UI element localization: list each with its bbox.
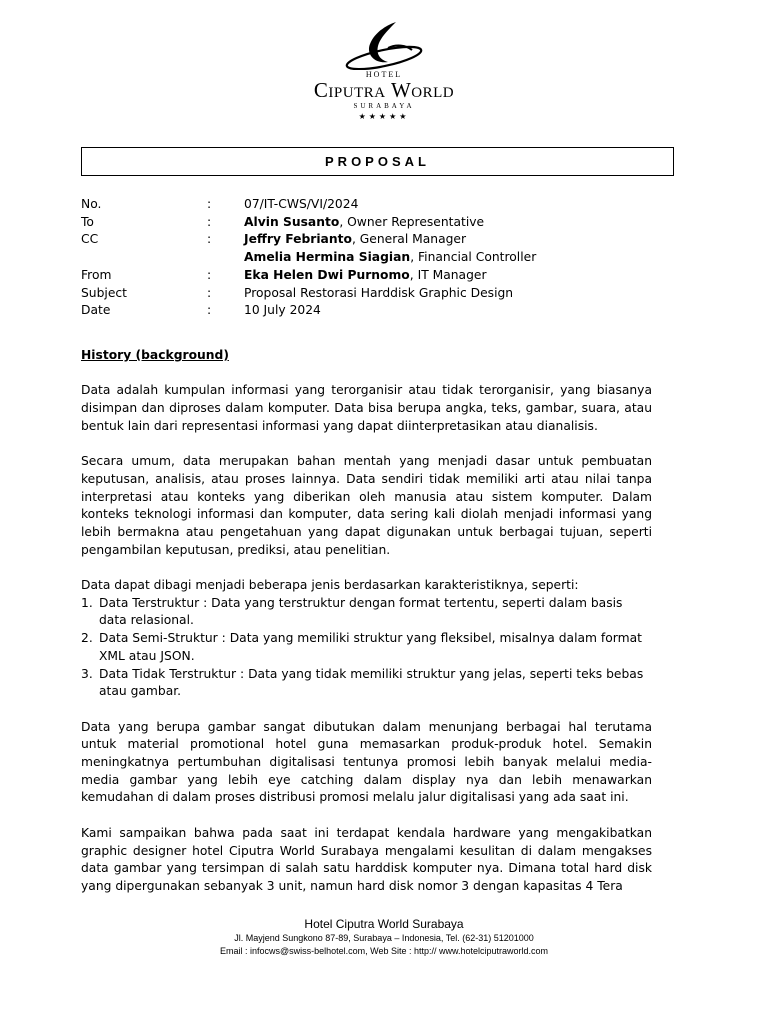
list-item: 2. Data Semi-Struktur : Data yang memiliki struktur yang fleksibel, misalnya dalam format XML atau JSON. [81, 631, 642, 663]
meta-row-from: From : Eka Helen Dwi Purnomo, IT Manager [81, 267, 487, 282]
logo-hotel-name: Ciputra World [313, 78, 455, 102]
logo-city-text: SURABAYA [353, 102, 415, 110]
document-title: PROPOSAL [81, 147, 674, 176]
meta-row-no: No. : 07/IT-CWS/VI/2024 [81, 197, 359, 211]
paragraph-1: Data adalah kumpulan informasi yang terorganisir atau tidak terorganisir, yang biasanya disimpan dan diproses dalam komputer. Data bisa berupa angka, teks, gambar, suara, atau bentuk lain dari representasi informasi yang dapat diinterpretasikan atau dianalisis. [81, 383, 652, 433]
ciputra-world-logo-icon [344, 18, 424, 70]
meta-row-date: Date : 10 July 2024 [81, 303, 321, 318]
list-item: 3. Data Tidak Terstruktur : Data yang tidak memiliki struktur yang jelas, seperti teks bebas atau gambar. [81, 666, 644, 699]
data-types-list [81, 595, 652, 701]
meta-row-cc: CC : Jeffry Febrianto, General Manager [81, 232, 467, 247]
list-item: 1. Data Terstruktur : Data yang terstruktur dengan format tertentu, seperti dalam basis data relasional. [81, 595, 623, 628]
page-footer [0, 916, 768, 958]
meta-row-subject: Subject : Proposal Restorasi Harddisk Graphic Design [81, 285, 514, 300]
footer-address: Jl. Mayjend Sungkono 87-89, Surabaya – Indonesia, Tel. (62-31) 51201000 [234, 933, 534, 943]
logo-hotel-text: HOTEL [365, 70, 403, 79]
footer-hotel-name: Hotel Ciputra World Surabaya [304, 917, 464, 931]
document-body [81, 196, 652, 896]
footer-contact: Email : infocws@swiss-belhotel.com, Web Site : http:// www.hotelciputraworld.com [219, 946, 549, 956]
memo-header [81, 196, 652, 320]
paragraph-2: Secara umum, data merupakan bahan mentah yang menjadi dasar untuk pembuatan keputusan, analisis, atau proses lainnya. Data sendiri tidak memiliki arti atau nilai tanpa interpretasi atau konteks yang diberikan oleh manusia atau sistem komputer. Dalam konteks teknologi informasi dan komputer, data sering kali diolah menjadi informasi yang lebih bermakna atau pengetahuan yang dapat digunakan untuk berbagai tujuan, seperti pengambilan keputusan, prediksi, atau penelitian. [81, 454, 652, 557]
section-title-history: History (background) [81, 347, 229, 362]
paragraph-5: Kami sampaikan bahwa pada saat ini terdapat kendala hardware yang mengakibatkan graphic designer hotel Ciputra World Surabaya mengalami kesulitan di dalam mengakses data gambar yang tersimpan di salah satu harddisk komputer nya. Dimana total hard disk yang dipergunakan sebanyak 3 unit, namun hard disk nomor 3 dengan kapasitas 4 Tera [81, 825, 652, 893]
hotel-logo [0, 18, 768, 121]
paragraph-4: Data yang berupa gambar sangat dibutukan dalam menunjang berbagai hal terutama untuk material promotional hotel guna memasarkan produk-produk hotel. Semakin meningkatnya pertumbuhan digitalisasi tentunya promosi lebih banyak melalui media-media gambar yang lebih eye catching dalam display nya dan lebih menawarkan kemudahan di dalam proses distribusi promosi melalu jalur digitalisasi yang ada saat ini. [81, 719, 652, 805]
paragraph-3: Data dapat dibagi menjadi beberapa jenis berdasarkan karakteristiknya, seperti: [81, 578, 579, 593]
logo-stars: ★★★★★ [358, 112, 410, 121]
meta-row-to: To : Alvin Susanto, Owner Representative [81, 214, 485, 229]
meta-row-cc-2: Amelia Hermina Siagian, Financial Controller [244, 250, 537, 265]
